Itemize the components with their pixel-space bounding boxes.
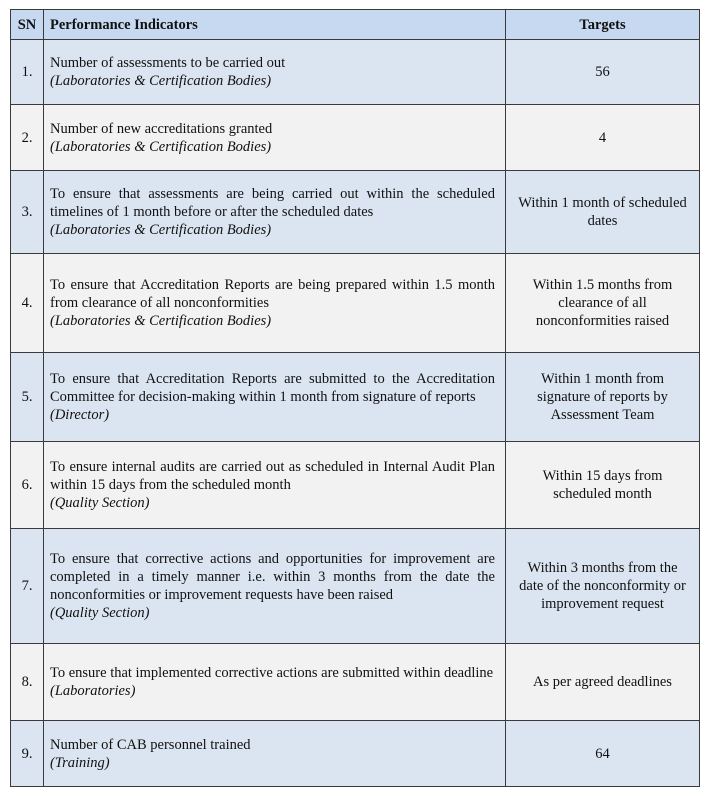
table-row (11, 721, 700, 787)
header-row (11, 10, 700, 40)
indicator-cell (44, 644, 506, 721)
indicator-cell (44, 171, 506, 254)
indicator-text: To ensure that corrective actions and opportunities for improvement are completed in a timely manner i.e. within 3 months from the date the nonconformities or improvement requests have been raised (50, 551, 495, 603)
row-number: 9. (11, 721, 44, 787)
row-number: 2. (11, 105, 44, 171)
indicator-cell (44, 254, 506, 353)
target-cell: 4 (506, 105, 700, 171)
header-targets: Targets (506, 10, 700, 40)
indicator-cell (44, 40, 506, 105)
table-row (11, 353, 700, 442)
row-number: 5. (11, 353, 44, 442)
indicator-text: To ensure that assessments are being carried out within the scheduled timelines of 1 month before or after the scheduled dates (50, 186, 495, 220)
indicator-text: To ensure that Accreditation Reports are being prepared within 1.5 month from clearance of all nonconformities (50, 277, 495, 311)
responsible-note: (Quality Section) (50, 605, 150, 621)
indicator-text: To ensure that Accreditation Reports are submitted to the Accreditation Committee for decision-making within 1 month from signature of reports (50, 371, 495, 405)
target-cell: Within 15 days from scheduled month (506, 442, 700, 529)
responsible-note: (Laboratories & Certification Bodies) (50, 73, 272, 89)
responsible-note: (Laboratories & Certification Bodies) (50, 138, 272, 155)
target-cell: Within 1 month from signature of reports by Assessment Team (506, 353, 700, 442)
responsible-note: (Quality Section) (50, 495, 150, 511)
row-number: 6. (11, 442, 44, 529)
indicator-cell (44, 442, 506, 529)
target-cell: As per agreed deadlines (506, 644, 700, 721)
row-number: 7. (11, 529, 44, 644)
target-cell: Within 1 month of scheduled dates (506, 171, 700, 254)
responsible-note: (Laboratories & Certification Bodies) (50, 222, 272, 238)
target-cell: 56 (506, 40, 700, 105)
table-row (11, 442, 700, 529)
table-row (11, 105, 700, 171)
indicator-text: Number of assessments to be carried out (50, 55, 286, 71)
target-cell: Within 1.5 months from clearance of all nonconformities raised (506, 254, 700, 353)
indicator-cell (44, 721, 506, 787)
row-number: 3. (11, 171, 44, 254)
responsible-note: (Training) (50, 754, 110, 771)
table-row (11, 529, 700, 644)
header-performance-indicators: Performance Indicators (44, 10, 506, 40)
table-row (11, 40, 700, 105)
indicator-cell (44, 529, 506, 644)
table-row (11, 254, 700, 353)
indicator-cell (44, 105, 506, 171)
table-row (11, 171, 700, 254)
indicator-text: Number of CAB personnel trained (50, 736, 251, 753)
row-number: 1. (11, 40, 44, 105)
indicator-text: To ensure that implemented corrective actions are submitted within deadline (50, 665, 494, 681)
target-cell: Within 3 months from the date of the nonconformity or improvement request (506, 529, 700, 644)
header-sn: SN (11, 10, 44, 40)
responsible-note: (Director) (50, 407, 110, 423)
row-number: 8. (11, 644, 44, 721)
table-row (11, 644, 700, 721)
indicator-text: To ensure internal audits are carried out as scheduled in Internal Audit Plan within 15 days from the scheduled month (50, 459, 495, 493)
indicator-text: Number of new accreditations granted (50, 120, 273, 137)
performance-indicators-table (10, 9, 700, 787)
responsible-note: (Laboratories & Certification Bodies) (50, 313, 272, 329)
indicator-cell (44, 353, 506, 442)
row-number: 4. (11, 254, 44, 353)
target-cell: 64 (506, 721, 700, 787)
responsible-note: (Laboratories) (50, 683, 136, 699)
